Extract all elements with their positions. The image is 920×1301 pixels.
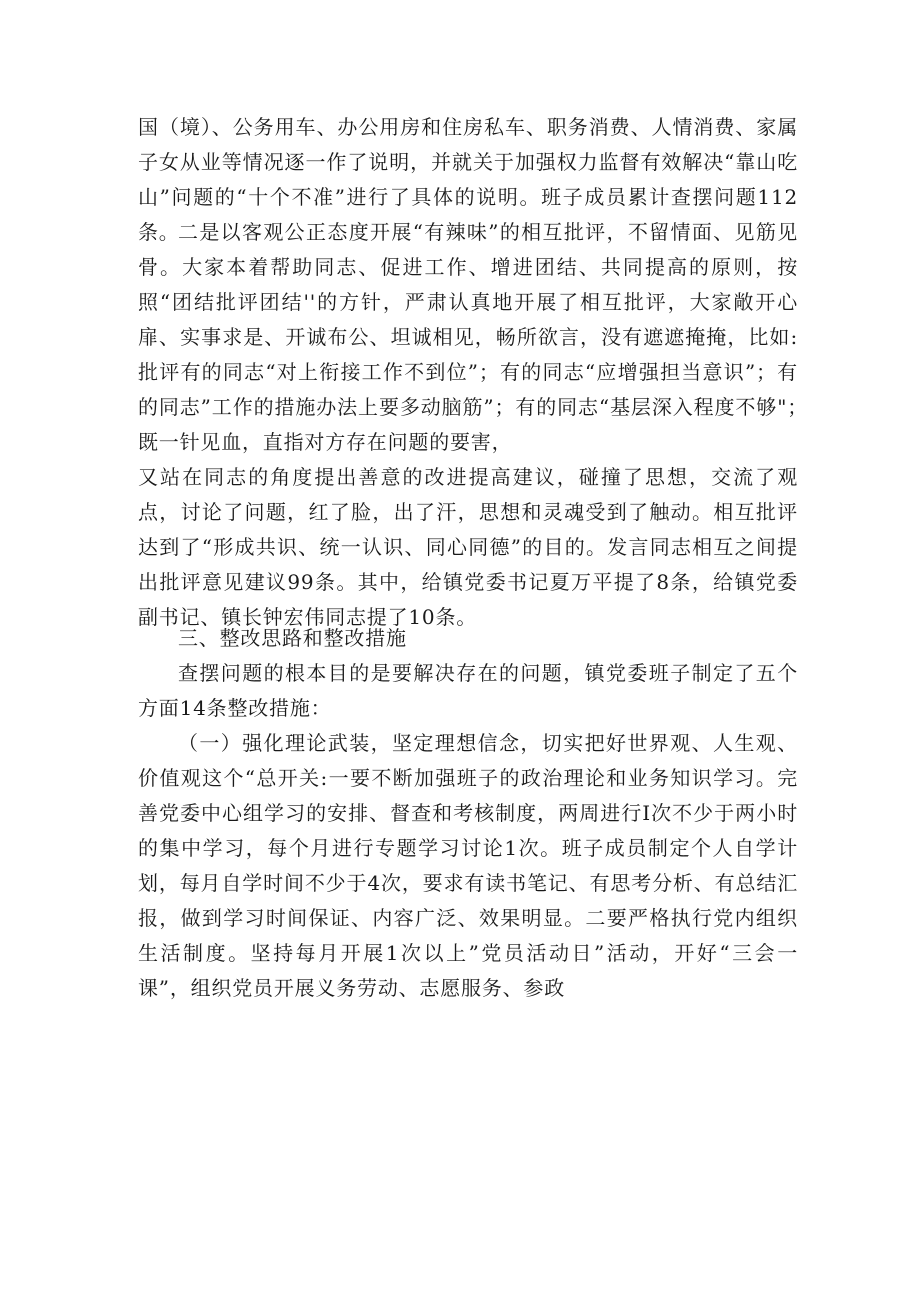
- paragraph-continuation: 国（境）、公务用车、办公用房和住房私车、职务消费、人情消费、家属子女从业等情况逐一作了说明，并就关于加强权力监督有效解决“靠山吃山”问题的“十个不准”进行了具体的说明。班子成员累计查摆问题112条。: [138, 115, 798, 244]
- section-heading-rectification: 三、整改思路和整改措施: [178, 626, 407, 650]
- paragraph-rectification-intro: 查摆问题的根本目的是要解决存在的问题，镇党委班子制定了五个方面14条整改措施：: [138, 661, 798, 720]
- paragraph-mutual-criticism: 二是以客观公正态度开展“有辣味”的相互批评，不留情面、见筋见骨。大家本着帮助同志、促进工作、增进团结、共同提高的原则，按照“团结批评团结''的方针，严肃认真地开展了相互批评，大家敞开心扉、实事求是、开诚布公、坦诚相见，畅所欲言，没有遮遮掩掩，比如:批评有的同志“对上衔接工作不到位”；有的同志“应增强担当意识”；有的同志”工作的措施办法上要多动脑筋”；有的同志“基层深入程度不够"； 既一针见血，直指对方存在问题的要害，: [138, 220, 840, 454]
- paragraph-measure-one: （一）强化理论武装，坚定理想信念，切实把好世界观、人生观、价值观这个“总开关:一要不断加强班子的政治理论和业务知识学习。完善党委中心组学习的安排、督查和考核制度，两周进行I次不少于两小时的集中学习，每个月进行专题学习讨论1次。班子成员制定个人自学计划，每月自学时间不少于4次，要求有读书笔记、有思考分析、有总结汇报，做到学习时间保证、内容广泛、效果明显。二要严格执行党内组织生活制度。坚持每月开展1次以上”党员活动日”活动，开好“三会一课”，组织党员开展义务劳动、志愿服务、参政: [138, 731, 798, 1000]
- paragraph-suggestions: 又站在同志的角度提出善意的改进提高建议，碰撞了思想，交流了观点，讨论了问题，红了脸，出了汗，思想和灵魂受到了触动。相互批评达到了“形成共识、统一认识、同心同德”的目的。发言同志相互之间提出批评意见建议99条。其中，给镇党委书记夏万平提了8条，给镇党委副书记、镇长钟宏伟同志提了10条。: [138, 465, 798, 629]
